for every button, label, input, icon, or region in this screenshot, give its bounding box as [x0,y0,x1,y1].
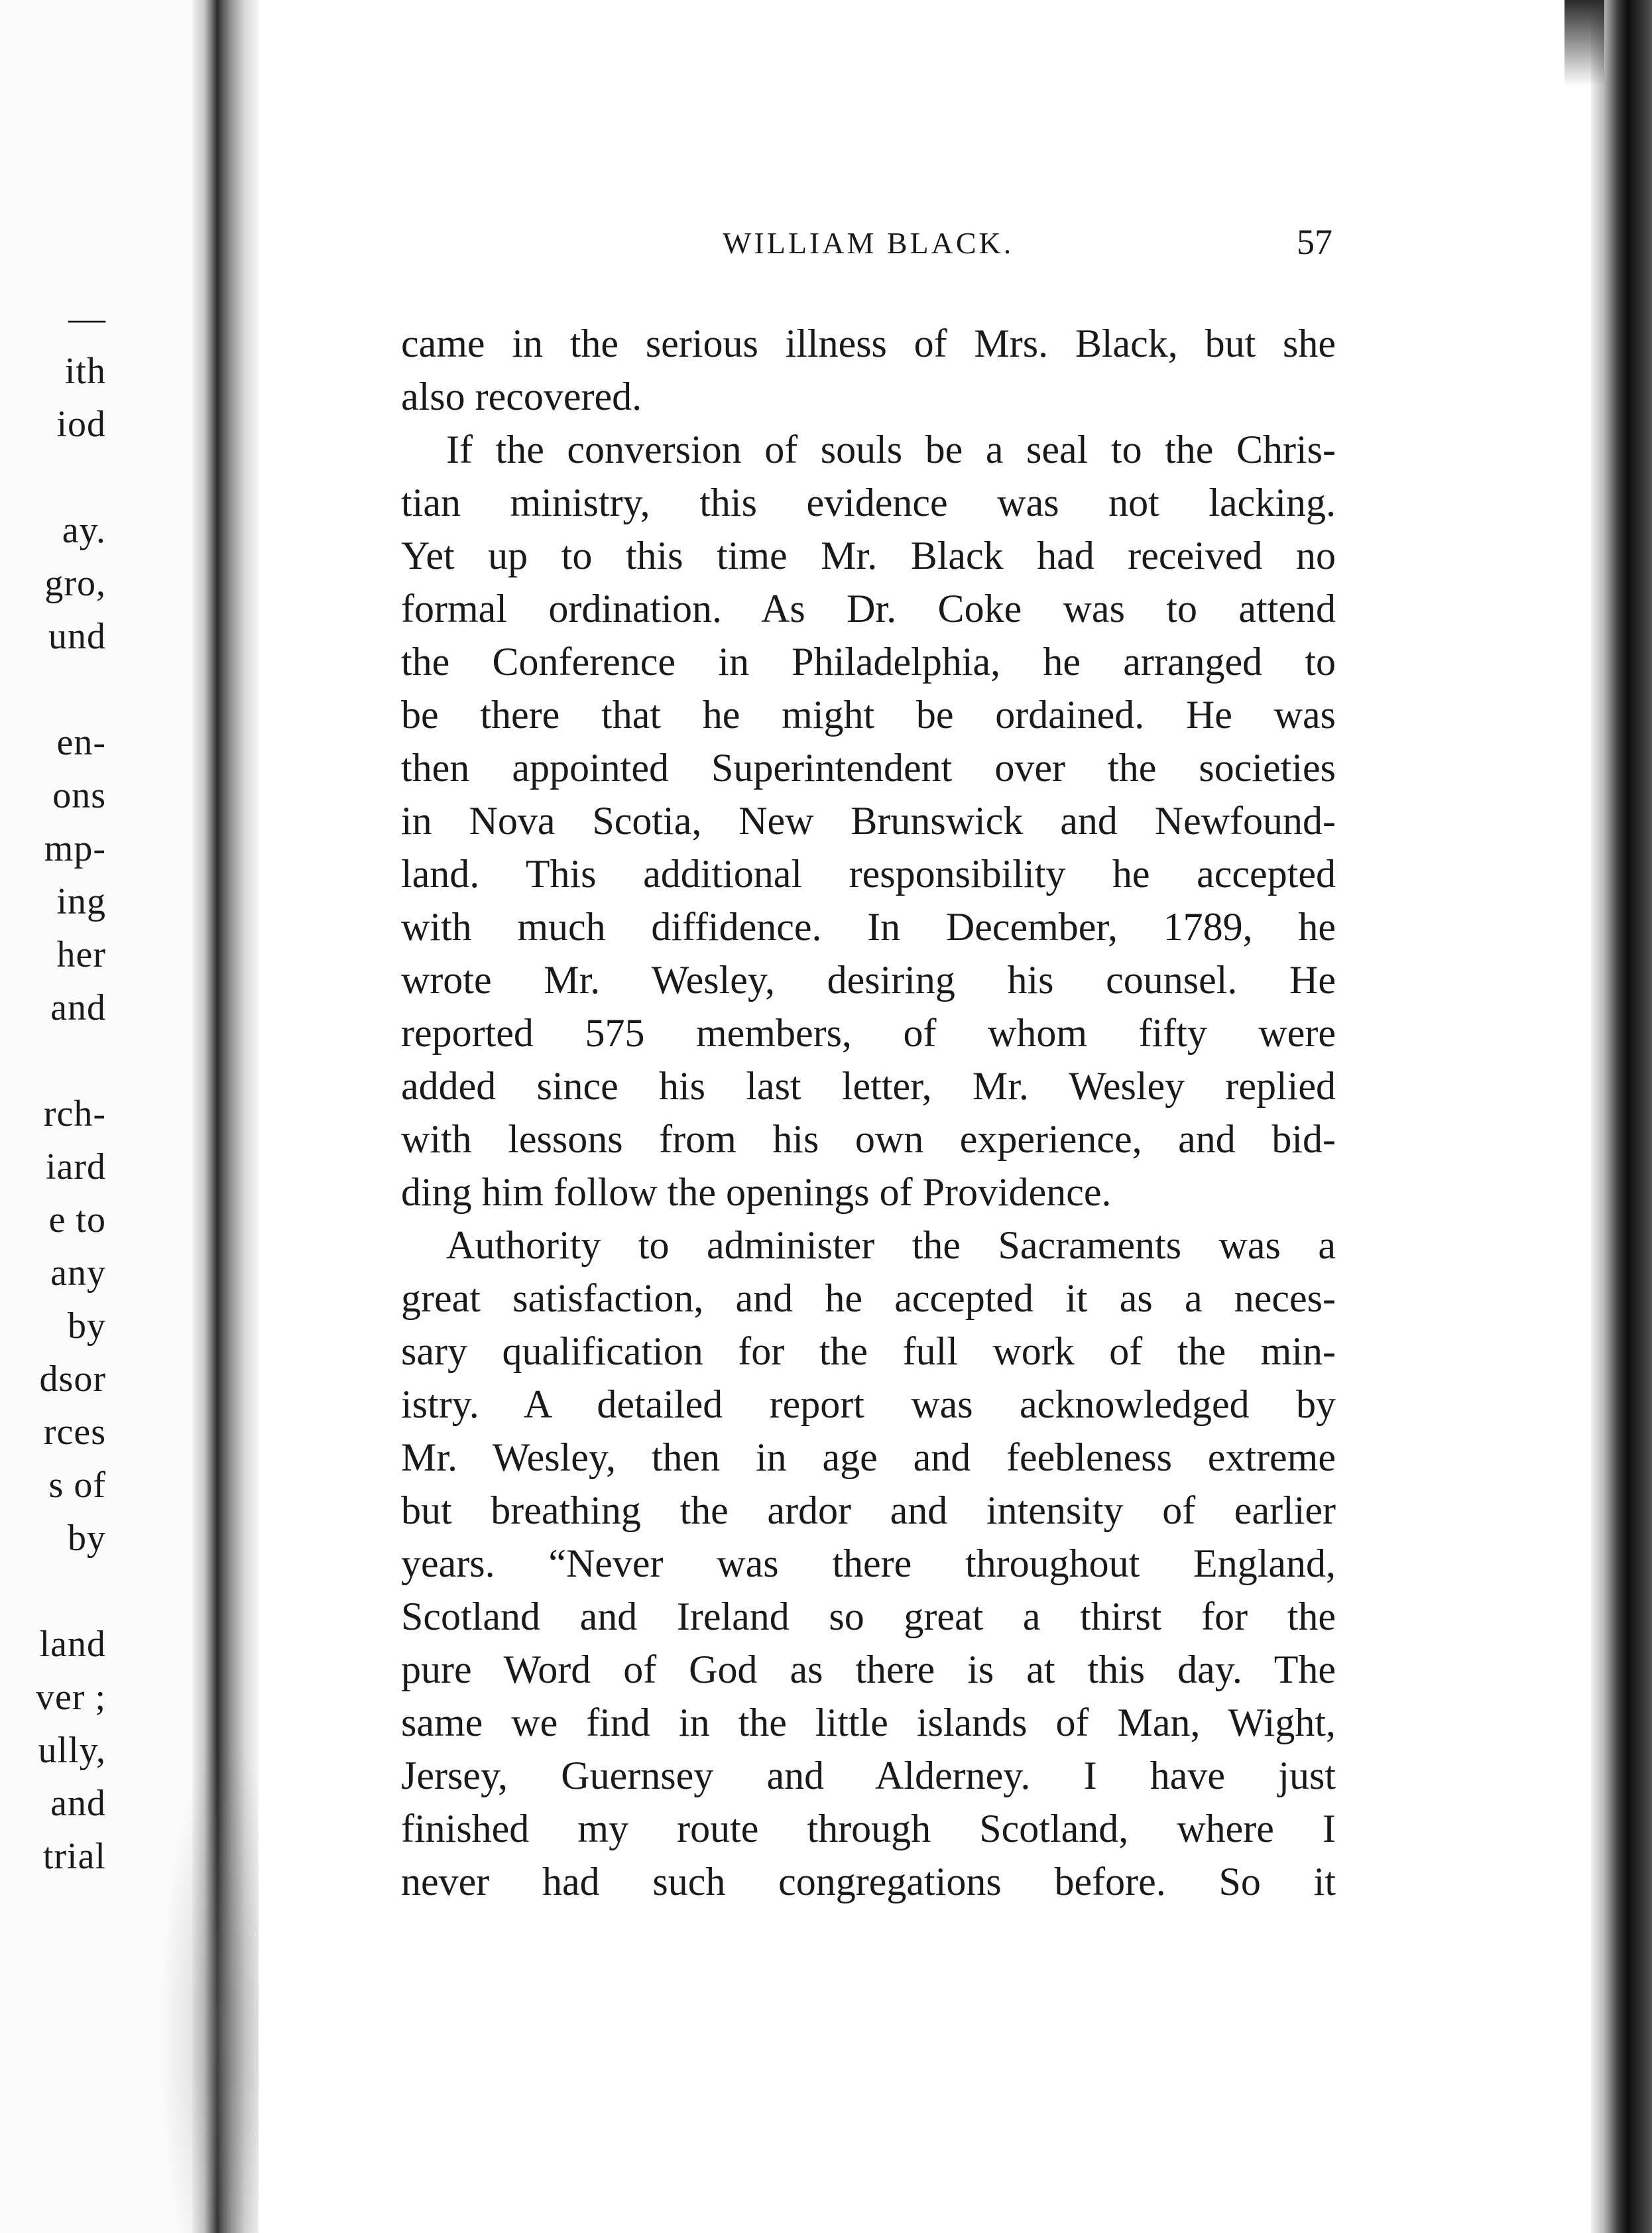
text-line: but breathing the ardor and intensity of earlier [401,1488,1336,1532]
text-line: If the conversion of souls be a seal to the Chris- [446,428,1336,471]
text-line: land. This additional responsibility he accepted [401,852,1336,896]
left-fragment: trial [42,1836,106,1877]
text-line: wrote Mr. Wesley, desiring his counsel. He [401,958,1336,1002]
text-line: tian ministry, this evidence was not lacking. [401,481,1336,524]
left-fragment: iod [56,404,106,445]
left-fragment [0,663,106,716]
text-line: years. “Never was there throughout England, [401,1541,1336,1585]
text-line: the Conference in Philadelphia, he arranged to [401,640,1336,684]
left-fragment: e to [48,1199,106,1240]
left-fragment: ay. [62,510,106,551]
text-line: finished my route through Scotland, where I [401,1807,1336,1850]
left-fragment: ith [64,351,106,392]
page-number: 57 [1297,222,1332,262]
left-fragment [0,1034,106,1087]
left-fragment: and [50,1783,106,1824]
left-fragment: gro, [44,563,106,604]
left-fragment: iard [45,1146,106,1187]
left-fragment: en- [56,722,106,763]
text-line: Authority to administer the Sacraments was a [446,1223,1336,1267]
text-line: then appointed Superintendent over the societies [401,746,1336,790]
left-fragment: s of [48,1465,106,1506]
left-fragment: dsor [39,1358,106,1400]
text-line: Mr. Wesley, then in age and feebleness extreme [401,1435,1336,1479]
text-line: same we find in the little islands of Man, Wight, [401,1701,1336,1744]
left-fragment: und [48,616,106,657]
left-fragment [0,451,106,504]
left-fragment: and [50,987,106,1028]
text-line: came in the serious illness of Mrs. Black, but she [401,322,1336,365]
left-fragment: land [39,1624,106,1665]
text-line: with lessons from his own experience, and bid- [401,1117,1336,1161]
text-line: Jersey, Guernsey and Alderney. I have just [401,1754,1336,1797]
left-fragment: ver ; [35,1677,106,1718]
text-line: in Nova Scotia, New Brunswick and Newfound- [401,799,1336,843]
left-fragment: rces [43,1412,106,1453]
running-head-title: WILLIAM BLACK. [723,226,1014,260]
text-line: be there that he might be ordained. He was [401,693,1336,737]
body-text [401,317,1336,1908]
text-line: pure Word of God as there is at this day. The [401,1648,1336,1691]
left-fragment [0,1565,106,1618]
text-line: also recovered. [401,375,642,418]
left-fragment: mp- [44,828,106,869]
left-fragment: rch- [43,1093,106,1134]
binding-top-shadow [1564,0,1604,86]
left-fragment: ons [52,775,106,816]
left-fragment: — [68,298,106,339]
left-fragment: by [68,1305,106,1347]
text-line: formal ordination. As Dr. Coke was to attend [401,587,1336,631]
running-head [404,222,1332,272]
text-line: sary qualification for the full work of the min- [401,1329,1336,1373]
left-fragment: her [56,934,106,975]
text-line: reported 575 members, of whom fifty were [401,1011,1336,1055]
text-line: Yet up to this time Mr. Black had received no [401,534,1336,577]
left-page-text-fragments [0,292,106,1883]
text-line: great satisfaction, and he accepted it as a neces- [401,1276,1336,1320]
text-line: Scotland and Ireland so great a thirst for the [401,1595,1336,1638]
left-fragment: any [50,1252,106,1294]
left-fragment: ing [56,881,106,922]
text-line: never had such congregations before. So it [401,1860,1336,1903]
text-line: istry. A detailed report was acknowledged by [401,1382,1336,1426]
text-line: ding him follow the openings of Providence. [401,1170,1112,1214]
book-binding-edge [1591,0,1652,2233]
left-fragment: ully, [38,1730,106,1771]
text-line: with much diffidence. In December, 1789, he [401,905,1336,949]
left-fragment: by [68,1518,106,1559]
text-line: added since his last letter, Mr. Wesley replied [401,1064,1336,1108]
